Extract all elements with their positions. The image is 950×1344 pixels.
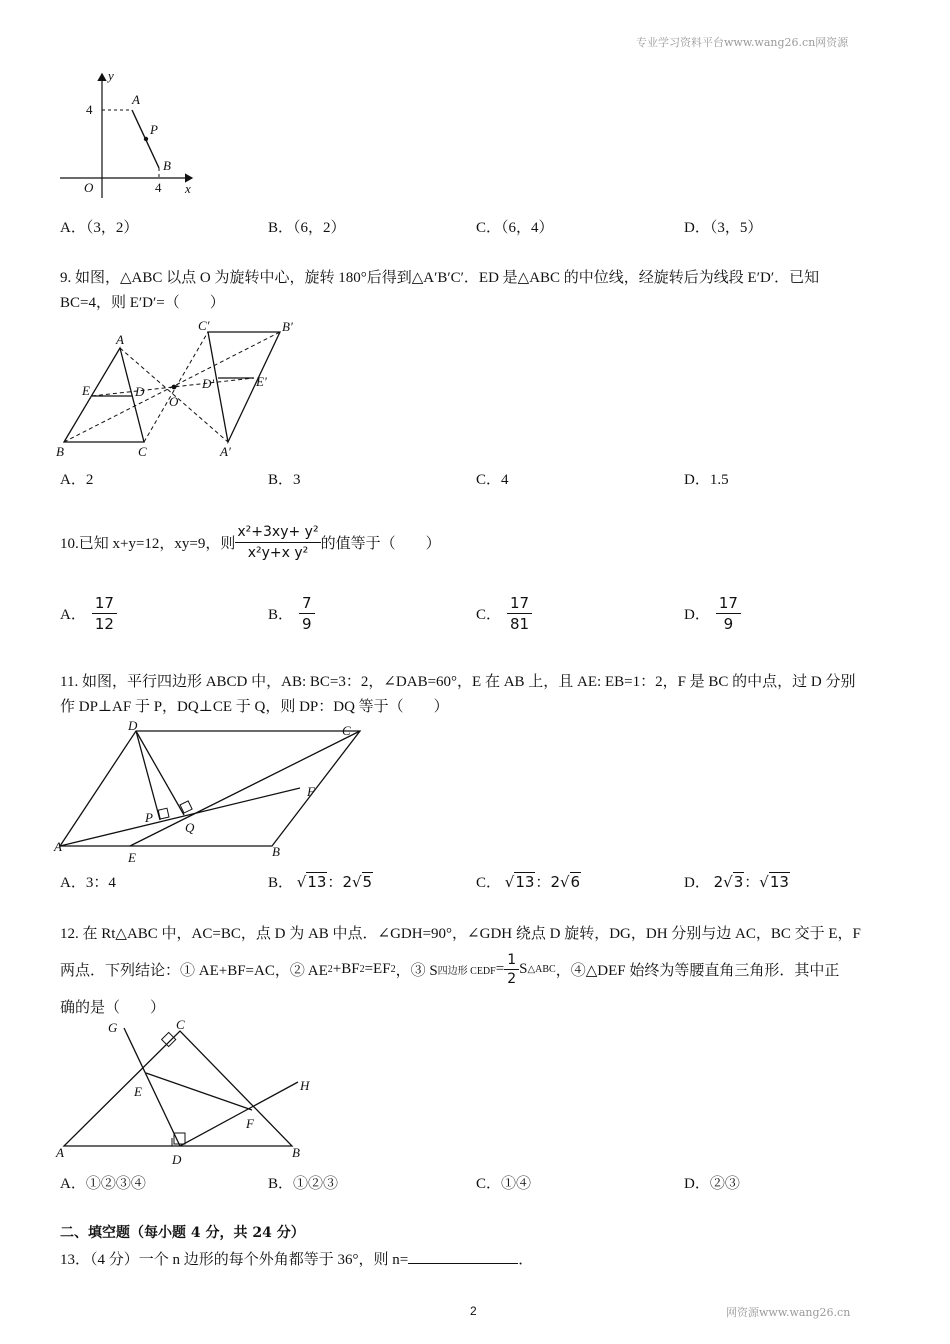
q9-label-c2: C′	[198, 318, 210, 333]
q11-label-p: P	[145, 810, 153, 825]
q13-answer-blank[interactable]	[408, 1251, 518, 1264]
q13-end: ．	[518, 1252, 534, 1268]
section-title: 二、填空题（每小题 4 分，共 24 分）	[60, 1225, 305, 1241]
q8-label-y: y	[108, 68, 114, 83]
q10-option-d-den: 9	[723, 615, 734, 633]
q8-label-b: B	[163, 158, 171, 173]
q12-sub2: △ABC	[527, 964, 556, 975]
q9-label-a2: A′	[220, 444, 231, 459]
q11-option-c	[476, 871, 581, 892]
q10-option-b-label: B．	[268, 607, 294, 623]
q10-option-c	[476, 594, 532, 633]
q10-expression	[235, 524, 320, 561]
q11-b-sep: ：	[327, 873, 343, 891]
q12-text-line2	[60, 952, 839, 987]
q11-label-e: E	[128, 850, 136, 865]
q10-suffix: 的值等于（ ）	[320, 536, 441, 552]
q9-text-line1: 9. 如图，△ABC 以点 O 为旋转中心，旋转 180°后得到△A′B′C′．ED 是△ABC 的中位线，经旋转后为线段 E′D′．已知	[60, 270, 820, 286]
q12-label-b: B	[292, 1145, 300, 1160]
q11-right-angle-p	[158, 808, 169, 819]
q10-option-b	[268, 594, 315, 633]
q12-option-c: C．①④	[476, 1176, 532, 1192]
q9-label-a: A	[116, 332, 124, 347]
q11-b-rad1: 13	[307, 873, 327, 891]
q9-option-a: A．2	[60, 472, 94, 488]
q12-right-angle-d	[174, 1133, 185, 1144]
q8-label-a: A	[132, 92, 140, 107]
q12-l2d: ，③ S	[395, 963, 438, 979]
q9-label-e: E	[82, 383, 90, 398]
q11-c-rad1: 13	[515, 873, 535, 891]
q12-right-angle-c	[162, 1032, 176, 1046]
q11-label-b: B	[272, 844, 280, 859]
q12-sup2: 2	[359, 964, 365, 975]
q8-option-d: D．（3，5）	[684, 220, 763, 236]
q11-c-coef2: 2	[550, 873, 560, 891]
q11-d-rad1: 3	[733, 873, 744, 891]
q10-option-b-num: 7	[299, 594, 315, 614]
q9-triangle-a2b2c2	[208, 332, 280, 442]
q9-label-d: D	[135, 384, 145, 399]
q8-label-x: x	[185, 181, 191, 196]
q11-option-a-text: 3：4	[85, 875, 116, 891]
q8-label-4y: 4	[86, 102, 93, 117]
q12-l2g: ，④△DEF 始终为等腰直角三角形．其中正	[555, 963, 840, 979]
q9-center-o	[172, 385, 177, 390]
q11-b-coef2: 2	[342, 873, 352, 891]
q11-segment-af	[60, 788, 300, 846]
q9-option-d: D．1.5	[684, 472, 729, 488]
q11-option-d	[684, 871, 790, 892]
q11-option-d-label: D．	[684, 875, 710, 891]
q12-ray-dg	[124, 1028, 180, 1146]
q11-d-sep: ：	[744, 873, 760, 891]
q11-option-c-expr: √13：2√6	[504, 873, 581, 891]
q12-label-f: F	[246, 1116, 254, 1131]
q11-label-c: C	[342, 723, 351, 738]
q11-text-line2: 作 DP⊥AF 于 P，DQ⊥CE 于 Q，则 DP：DQ 等于（ ）	[60, 699, 449, 715]
q10-option-a-label: A．	[60, 607, 86, 623]
q12-label-d: D	[172, 1152, 182, 1167]
q9-figure	[52, 316, 312, 462]
q10-option-c-num: 17	[507, 594, 532, 614]
q8-figure	[58, 68, 198, 198]
q10-option-b-den: 9	[302, 615, 312, 633]
q12-figure	[52, 1016, 322, 1168]
q9-label-d2: D′	[202, 376, 215, 391]
q11-d-coef1: 2	[713, 873, 724, 891]
q9-label-b2: B′	[282, 319, 293, 334]
q11-label-f: F	[307, 784, 315, 799]
q12-frac-den: 2	[507, 971, 517, 987]
q12-option-b: B．①②③	[268, 1176, 339, 1192]
q12-label-e: E	[134, 1084, 142, 1099]
q10-option-c-den: 81	[510, 615, 530, 633]
q11-d-rad2: 13	[769, 873, 789, 891]
q10-numerator: x²+3xy+ y²	[235, 524, 320, 543]
q11-segment-dp	[136, 731, 160, 820]
q10-prefix: 10.已知 x+y=12，xy=9，则	[60, 536, 236, 552]
q12-l2a: 两点．下列结论：① AE+BF=AC，② AE	[60, 963, 328, 979]
q8-option-a: A．（3，2）	[60, 220, 139, 236]
q11-option-d-expr: 2√3：√13	[713, 873, 789, 891]
q12-text-line3: 确的是（ ）	[60, 1000, 166, 1016]
q9-label-b: B	[56, 444, 64, 459]
page-number: 2	[470, 1304, 477, 1318]
q8-label-p: P	[150, 122, 158, 137]
q9-option-b: B．3	[268, 472, 301, 488]
q12-l2e: =	[495, 961, 505, 977]
q11-option-b-expr: √13：2√5	[296, 873, 373, 891]
q11-b-rad2: 5	[362, 873, 373, 891]
q11-option-b	[268, 871, 373, 892]
q12-l2f: S	[519, 961, 528, 977]
q12-l2c: =EF	[364, 961, 391, 977]
q11-option-b-label: B．	[268, 875, 294, 891]
q12-l2b: +BF	[332, 961, 360, 977]
q12-option-d: D．②③	[684, 1176, 740, 1192]
q8-label-4x: 4	[155, 180, 162, 195]
q8-point-p	[144, 137, 148, 141]
q12-frac-num: 1	[504, 952, 519, 970]
q11-figure	[52, 718, 362, 866]
q11-segment-ce	[130, 731, 360, 846]
q12-label-h: H	[300, 1078, 310, 1093]
q13-question: 13．（4 分）一个 n 边形的每个外角都等于 36°，则 n=	[60, 1252, 409, 1268]
q10-denominator: x²y+x y²	[247, 545, 309, 561]
q8-label-o: O	[84, 180, 94, 195]
q12-segment-ef	[146, 1073, 252, 1110]
q9-label-o: O	[169, 394, 179, 409]
q12-text-line1: 12. 在 Rt△ABC 中，AC=BC，点 D 为 AB 中点．∠GDH=90°，∠GDH 绕点 D 旋转，DG，DH 分别与边 AC，BC 交于 E，F	[60, 926, 861, 942]
q12-label-g: G	[108, 1020, 118, 1035]
q11-label-a: A	[54, 839, 62, 854]
q9-label-c: C	[138, 444, 147, 459]
q11-option-a	[60, 871, 116, 892]
footer-watermark: 网资源www.wang26.cn	[726, 1306, 851, 1319]
q12-option-a: A．①②③④	[60, 1176, 146, 1192]
q11-label-d: D	[128, 718, 138, 733]
q9-triangle-abc	[64, 348, 144, 442]
q13-text	[60, 1248, 533, 1269]
q10-option-a-den: 12	[94, 615, 114, 633]
q10-option-a	[60, 594, 117, 633]
q11-text-line1: 11. 如图，平行四边形 ABCD 中，AB: BC=3：2，∠DAB=60°，E 在 AB 上，且 AE: EB=1：2，F 是 BC 的中点，过 D 分别	[60, 674, 856, 690]
q8-option-b: B．（6，2）	[268, 220, 346, 236]
q12-label-c: C	[176, 1017, 185, 1032]
q11-c-sep: ：	[535, 873, 551, 891]
q11-parallelogram	[60, 731, 360, 846]
q12-label-a: A	[56, 1145, 64, 1160]
q12-sup1: 2	[327, 964, 333, 975]
header-watermark: 专业学习资料平台www.wang26.cn网资源	[636, 36, 849, 49]
q10-option-d	[684, 594, 741, 633]
q9-text-line2: BC=4，则 E′D′=（ ）	[60, 295, 225, 311]
q10-option-d-num: 17	[716, 594, 741, 614]
q12-sub1: 四边形 CEDF	[437, 966, 496, 977]
q11-option-c-label: C．	[476, 875, 502, 891]
q10-question	[60, 524, 441, 561]
q12-triangle-abc	[64, 1031, 292, 1146]
q9-option-c: C．4	[476, 472, 509, 488]
q11-label-q: Q	[185, 820, 195, 835]
q10-option-a-num: 17	[92, 594, 117, 614]
q12-sup3: 2	[390, 964, 396, 975]
q9-label-e2: E′	[256, 374, 267, 389]
q8-option-c: C．（6，4）	[476, 220, 554, 236]
q11-c-rad2: 6	[570, 873, 581, 891]
q10-option-c-label: C．	[476, 607, 502, 623]
q10-option-d-label: D．	[684, 607, 710, 623]
q11-option-a-label: A．	[60, 875, 86, 891]
q11-segment-dq	[136, 731, 184, 815]
